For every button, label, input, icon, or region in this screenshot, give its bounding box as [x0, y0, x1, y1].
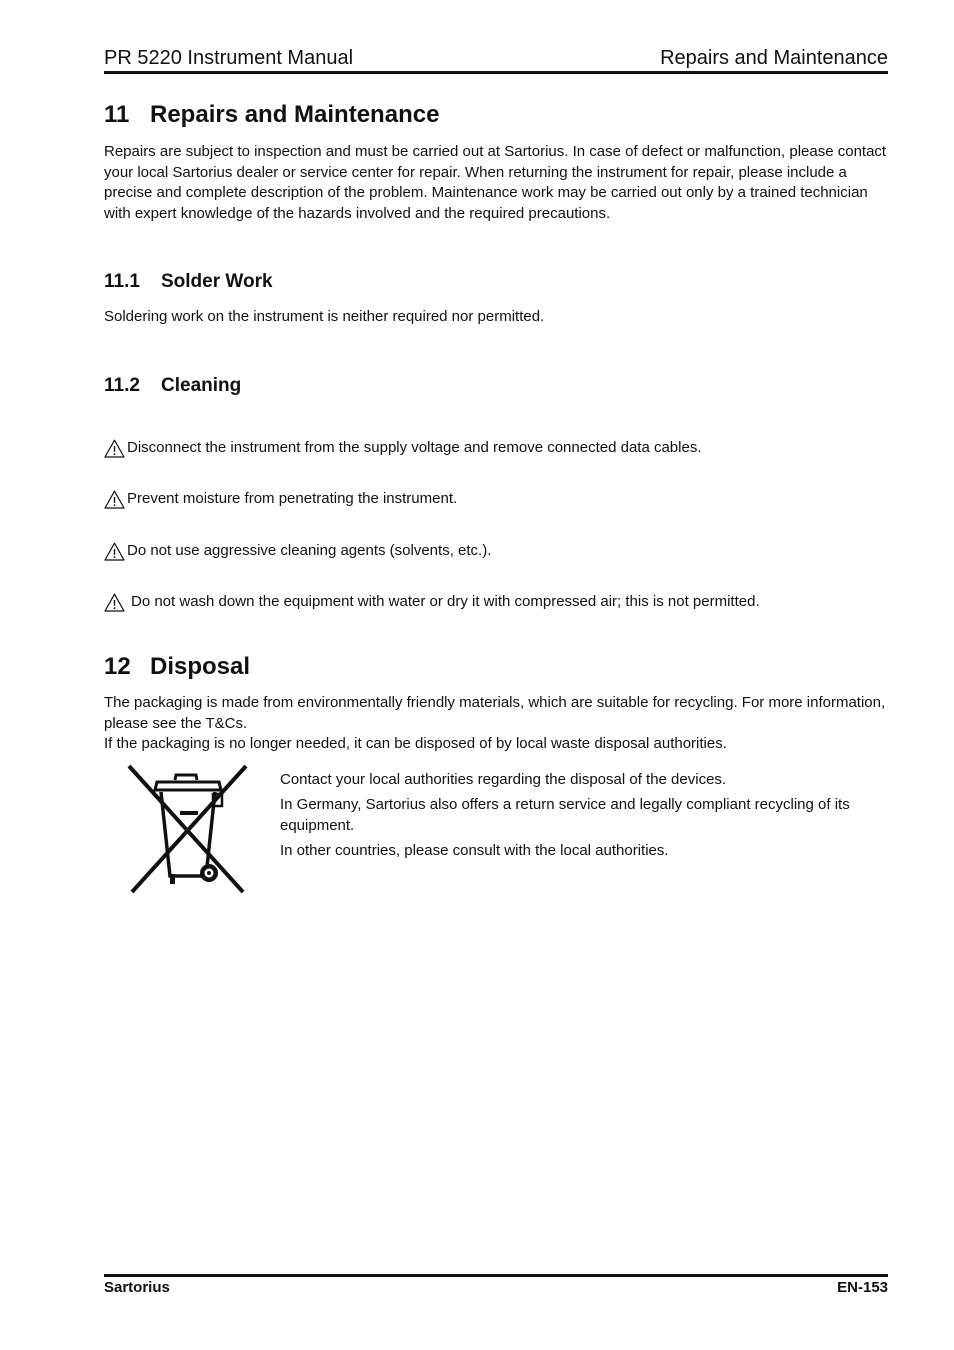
header-rule — [104, 71, 888, 74]
disposal-note: In Germany, Sartorius also offers a return service and legally compliant recycling of its equipment. — [280, 796, 850, 834]
warning-item — [104, 541, 491, 561]
warning-text: Prevent moisture from penetrating the instrument. — [127, 490, 458, 507]
section-12-body-2: If the packaging is no longer needed, it can be disposed of by local waste disposal authorities. — [104, 735, 727, 752]
footer-rule — [104, 1274, 888, 1277]
subsection-number: 11.1 — [104, 271, 140, 292]
section-11-1-body: Soldering work on the instrument is neither required nor permitted. — [104, 308, 545, 325]
header-chapter-title: Repairs and Maintenance — [660, 47, 888, 69]
section-title: Disposal — [150, 653, 251, 680]
subsection-title: Cleaning — [161, 375, 242, 396]
section-11-heading — [104, 101, 439, 129]
section-number: 11 — [104, 101, 130, 128]
footer-company: Sartorius — [104, 1279, 170, 1296]
section-12-heading — [104, 653, 250, 681]
section-11-2-heading — [104, 375, 241, 397]
section-number: 12 — [104, 653, 131, 680]
warning-text: Do not use aggressive cleaning agents (solvents, etc.). — [127, 542, 492, 559]
warning-triangle-icon — [104, 542, 125, 561]
page-header — [104, 42, 888, 70]
warning-item — [104, 592, 760, 612]
page-footer — [104, 1279, 888, 1296]
warning-text: Disconnect the instrument from the supply voltage and remove connected data cables. — [127, 439, 702, 456]
section-11-body: Repairs are subject to inspection and must be carried out at Sartorius. In case of defect or malfunction, please contact your local Sartorius dealer or service center for repair. When returning the instrument for repair, please include a precise and complete description of the problem. Maintenance work may be carried out only by a trained technician with expert knowledge of the hazards involved and the required precautions. — [104, 143, 887, 222]
section-12-body-1: The packaging is made from environmentally friendly materials, which are suitable for recycling. For more information, please see the T&Cs. — [104, 694, 886, 732]
warning-item — [104, 438, 702, 458]
header-manual-title: PR 5220 Instrument Manual — [104, 47, 354, 69]
warning-item — [104, 489, 457, 509]
warning-triangle-icon — [104, 593, 125, 612]
crossed-out-wheelie-bin-icon — [126, 764, 248, 894]
subsection-title: Solder Work — [161, 271, 273, 292]
manual-page — [104, 0, 888, 1350]
warning-triangle-icon — [104, 490, 125, 509]
warning-text: Do not wash down the equipment with water or dry it with compressed air; this is not permitted. — [131, 593, 760, 610]
warning-triangle-icon — [104, 439, 125, 458]
disposal-note: Contact your local authorities regarding the disposal of the devices. — [280, 771, 727, 788]
subsection-number: 11.2 — [104, 375, 140, 396]
section-title: Repairs and Maintenance — [150, 101, 440, 128]
disposal-note: In other countries, please consult with the local authorities. — [280, 842, 669, 859]
page-number: EN-153 — [837, 1279, 888, 1296]
section-11-1-heading — [104, 271, 273, 293]
